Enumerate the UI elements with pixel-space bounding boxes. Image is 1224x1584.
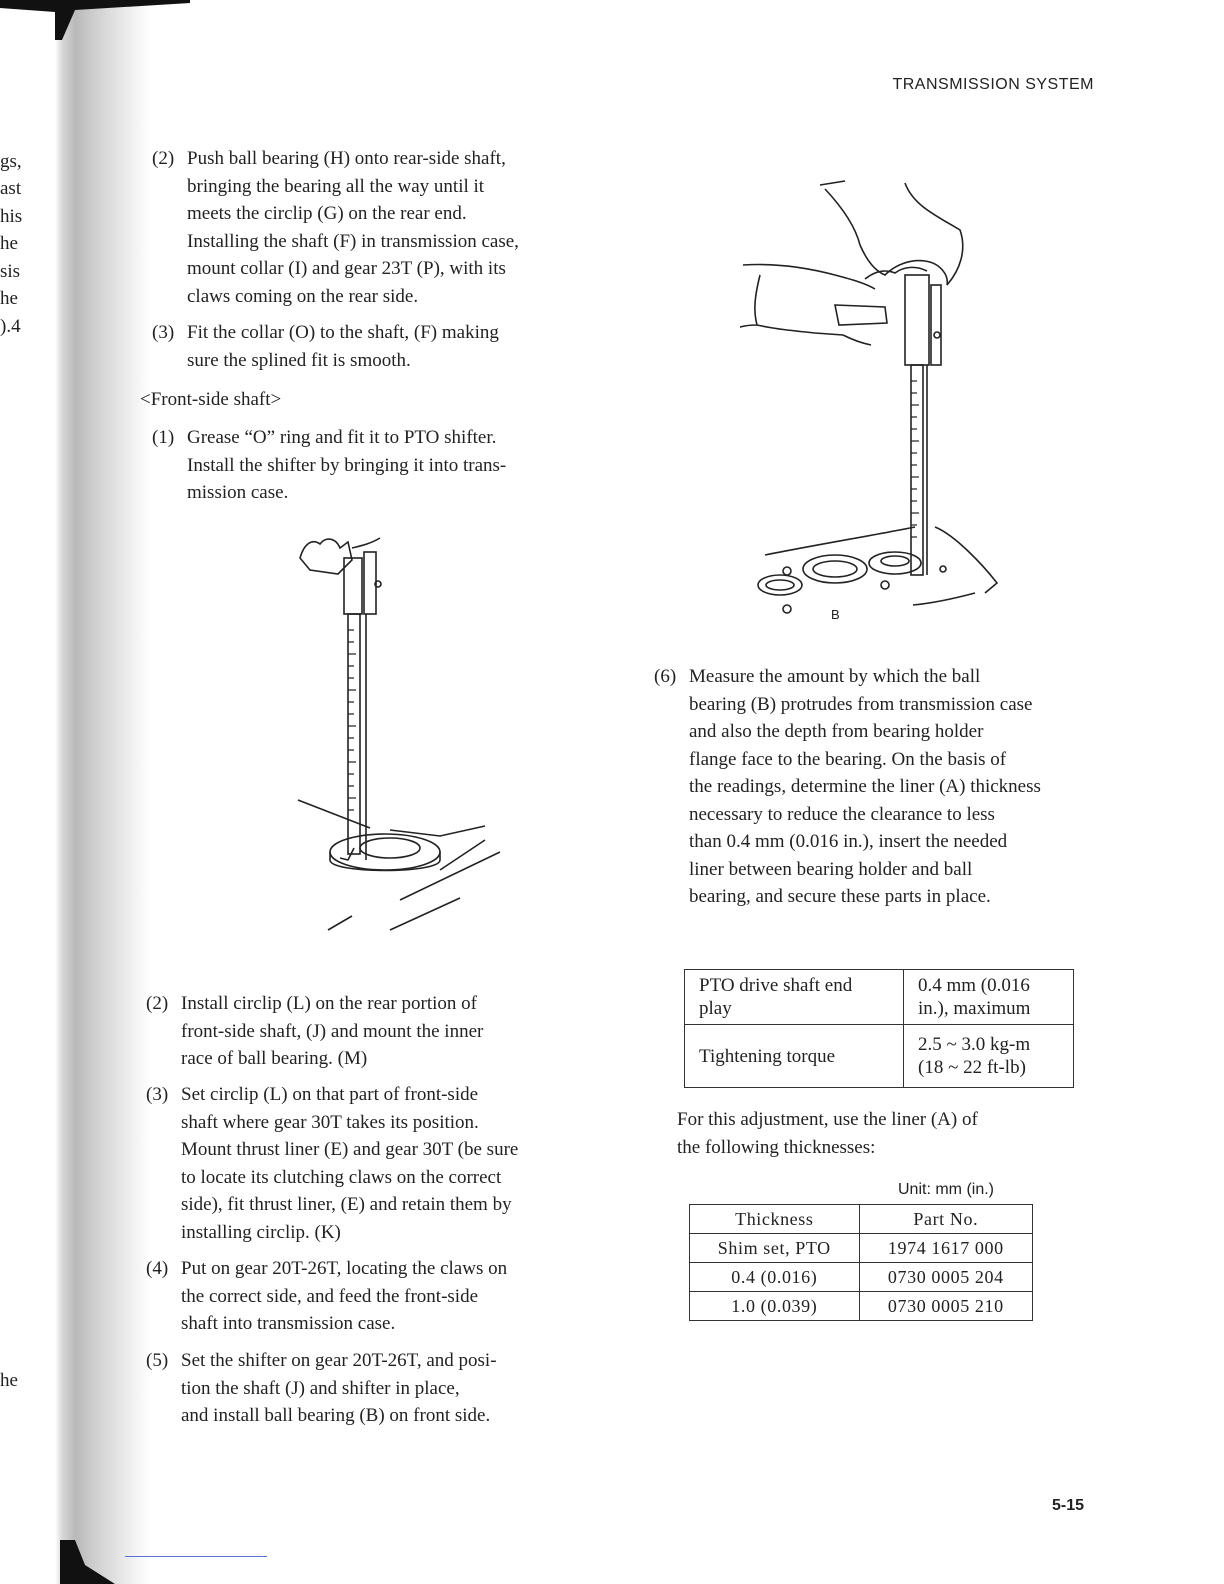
text-line: shaft where gear 30T takes its position. — [181, 1111, 479, 1133]
spine-top-corner — [0, 0, 190, 40]
table-row — [690, 1292, 1033, 1321]
text-line: front-side shaft, (J) and mount the inner — [181, 1020, 484, 1042]
text-line: For this adjustment, use the liner (A) of — [677, 1109, 978, 1130]
table-cell: 0730 0005 210 — [859, 1292, 1032, 1321]
text-line: and also the depth from bearing holder — [689, 721, 984, 742]
table-header-row — [690, 1205, 1033, 1234]
text-line: shaft into transmission case. — [181, 1313, 396, 1334]
text-line: Fit the collar (O) to the shaft, (F) making — [187, 322, 499, 343]
text-line: Install circlip (L) on the rear portion of — [181, 993, 477, 1014]
table-row — [685, 970, 1074, 1025]
rear-step-2 — [152, 145, 612, 310]
step-number: (2) — [146, 993, 169, 1014]
text-line: side), fit thrust liner, (E) and retain them by — [181, 1194, 512, 1215]
text-line: installing circlip. (K) — [181, 1221, 341, 1243]
margin-fragment: he — [0, 1370, 18, 1391]
text-line: Install the shifter by bringing it into trans- — [187, 454, 507, 476]
text-line: bringing the bearing all the way until it — [187, 175, 485, 197]
margin-fragment: his — [0, 206, 23, 227]
text-line: Measure the amount by which the ball — [689, 666, 981, 687]
text-line: mount collar (I) and gear 23T (P), with its — [187, 258, 506, 279]
text-line: Mount thrust liner (E) and gear 30T (be sure — [181, 1139, 519, 1160]
table-cell: 1974 1617 000 — [859, 1234, 1032, 1263]
unit-label: Unit: mm (in.) — [898, 1181, 994, 1198]
text-line: liner between bearing holder and ball — [689, 858, 973, 880]
table-cell: 1.0 (0.039) — [690, 1292, 860, 1321]
caliper-hand-illustration-right — [735, 175, 1015, 625]
text-line: mission case. — [187, 482, 289, 503]
spec-label: Tightening torque — [685, 1025, 904, 1088]
step-number: (2) — [152, 148, 175, 169]
step-6 — [654, 663, 1094, 911]
page-number: 5-15 — [1051, 1497, 1084, 1514]
text-line: bearing (B) protrudes from transmission case — [689, 693, 1033, 715]
step-number: (3) — [152, 322, 175, 343]
margin-fragment: ast — [0, 178, 22, 199]
text-line: necessary to reduce the clearance to less — [689, 803, 995, 825]
text-line: Grease “O” ring and fit it to PTO shifter. — [187, 427, 497, 448]
text-line: Set circlip (L) on that part of front-side — [181, 1084, 479, 1105]
table-row — [685, 1025, 1074, 1088]
text-line: Set the shifter on gear 20T-26T, and posi- — [181, 1350, 497, 1371]
liner-table — [689, 1204, 1033, 1321]
text-line: sure the splined fit is smooth. — [187, 349, 411, 371]
front-step-2 — [146, 990, 606, 1073]
front-step-1 — [152, 424, 612, 507]
spec-value: 2.5 ~ 3.0 kg-m (18 ~ 22 ft-lb) — [904, 1025, 1074, 1088]
step-number: (6) — [654, 666, 677, 687]
figure-label-b: B — [831, 607, 840, 622]
scan-artifact-line — [125, 1556, 267, 1557]
table-row — [690, 1234, 1033, 1263]
margin-fragment: he — [0, 288, 18, 309]
table-cell: 0730 0005 204 — [859, 1263, 1032, 1292]
text-line: meets the circlip (G) on the rear end. — [187, 203, 467, 224]
text-line: the following thicknesses: — [677, 1136, 876, 1158]
front-step-5 — [146, 1347, 606, 1430]
text-line: bearing, and secure these parts in place. — [689, 886, 991, 907]
adjustment-paragraph — [677, 1106, 1097, 1161]
margin-fragment: he — [0, 233, 18, 254]
text-line: the readings, determine the liner (A) thickness — [689, 776, 1041, 797]
step-number: (5) — [146, 1350, 169, 1371]
text-line: Installing the shaft (F) in transmission case, — [187, 230, 519, 252]
spec-value: 0.4 mm (0.016 in.), maximum — [904, 970, 1074, 1025]
text-line: Put on gear 20T-26T, locating the claws on — [181, 1258, 508, 1279]
margin-fragment: ).4 — [0, 316, 21, 337]
front-step-3 — [146, 1081, 606, 1246]
text-line: claws coming on the rear side. — [187, 285, 419, 307]
spec-label: PTO drive shaft end play — [685, 970, 904, 1025]
spec-table — [684, 969, 1074, 1088]
text-line: tion the shaft (J) and shifter in place, — [181, 1377, 460, 1399]
rear-step-3 — [152, 319, 612, 374]
spine-bottom-corner — [55, 1540, 115, 1584]
text-line: flange face to the bearing. On the basis of — [689, 748, 1007, 770]
text-line: than 0.4 mm (0.016 in.), insert the needed — [689, 831, 1008, 852]
text-line: Push ball bearing (H) onto rear-side shaft, — [187, 148, 506, 169]
text-line: the correct side, and feed the front-side — [181, 1285, 479, 1307]
text-line: to locate its clutching claws on the correct — [181, 1166, 502, 1188]
step-number: (4) — [146, 1258, 169, 1279]
section-title: TRANSMISSION SYSTEM — [892, 76, 1094, 93]
margin-fragment: gs, — [0, 151, 22, 172]
column-header: Thickness — [690, 1205, 860, 1234]
front-side-heading: <Front-side shaft> — [140, 389, 282, 410]
margin-fragment: sis — [0, 261, 21, 282]
table-row — [690, 1263, 1033, 1292]
book-spine-shadow — [0, 0, 150, 1584]
text-line: race of ball bearing. (M) — [181, 1048, 368, 1069]
caliper-illustration-left — [290, 530, 510, 940]
table-cell: Shim set, PTO — [690, 1234, 860, 1263]
text-line: and install ball bearing (B) on front side. — [181, 1405, 491, 1426]
front-step-4 — [146, 1255, 606, 1338]
table-cell: 0.4 (0.016) — [690, 1263, 860, 1292]
step-number: (1) — [152, 427, 175, 448]
step-number: (3) — [146, 1084, 169, 1105]
column-header: Part No. — [859, 1205, 1032, 1234]
